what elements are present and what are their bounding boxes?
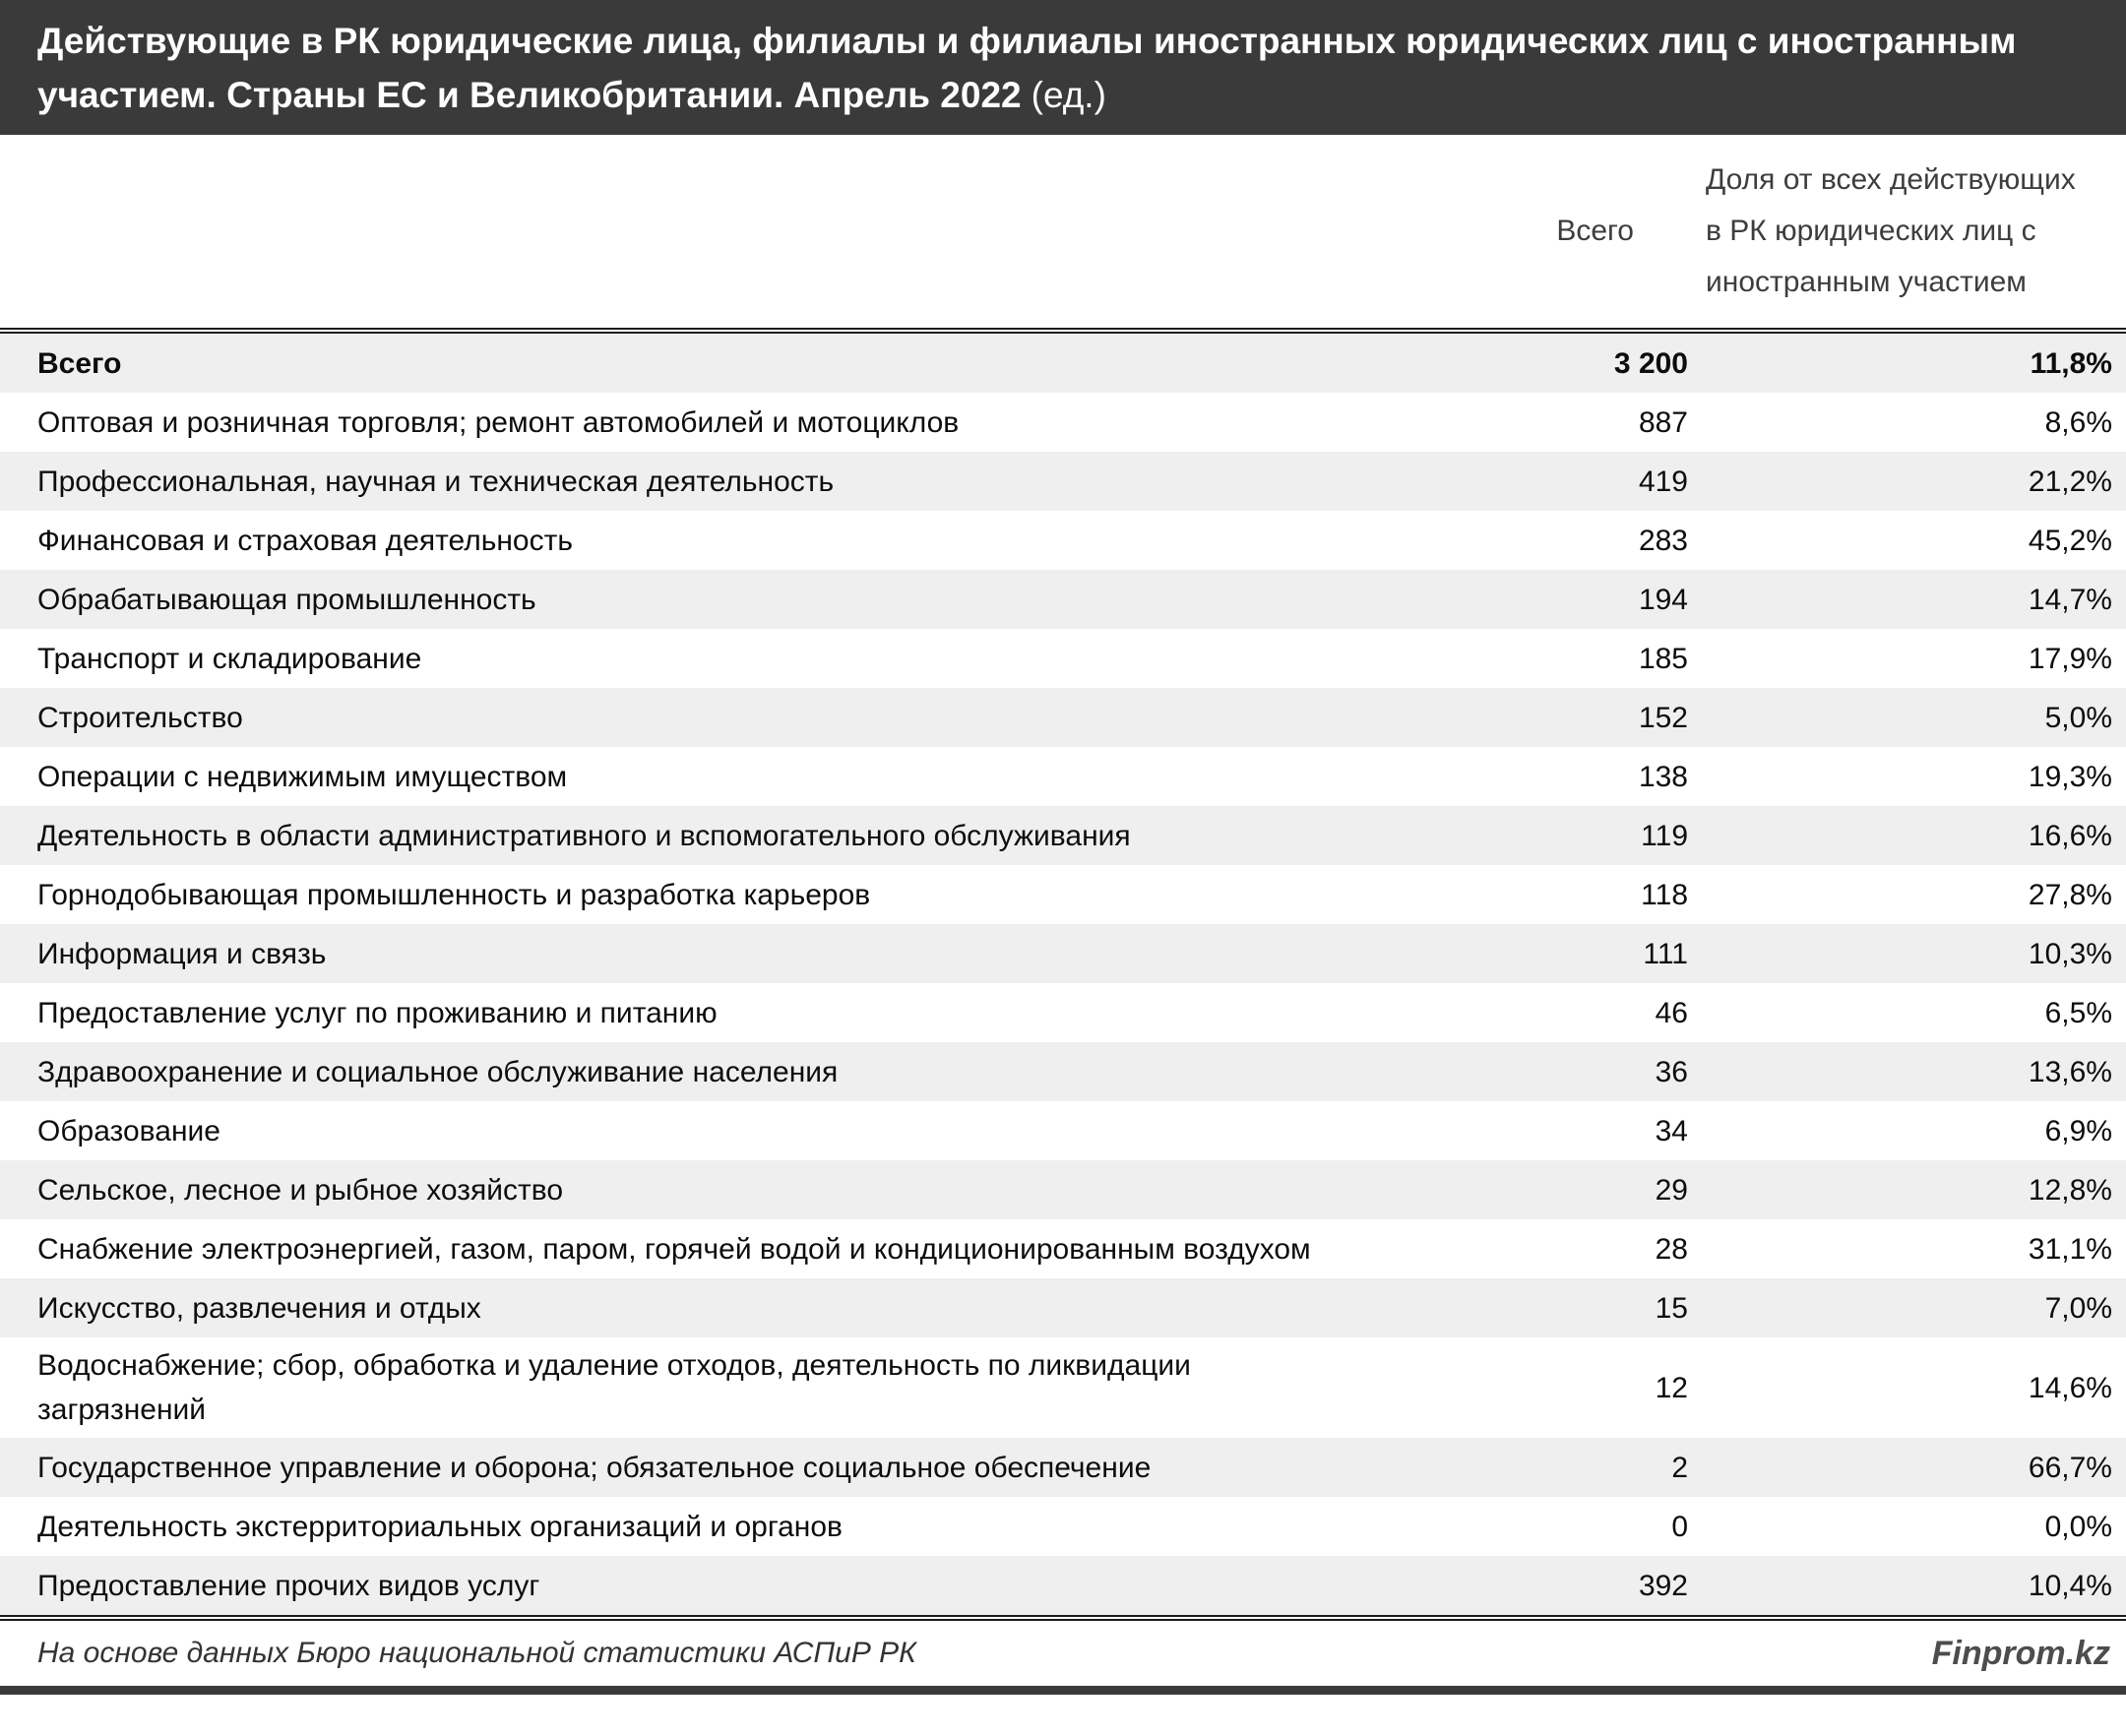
row-label: Финансовая и страховая деятельность (37, 524, 573, 557)
row-share-value: 10,4% (2028, 1569, 2112, 1602)
row-total-value: 2 (1671, 1451, 1688, 1484)
data-table (0, 328, 2126, 1621)
column-header-total: Всего (1556, 215, 1634, 247)
row-total-value: 419 (1638, 465, 1688, 498)
row-total-value: 0 (1671, 1510, 1688, 1543)
table-row (0, 865, 2126, 924)
row-share-value: 10,3% (2028, 937, 2112, 970)
table-column-headers (0, 135, 2126, 328)
row-label: Оптовая и розничная торговля; ремонт автомобилей и мотоциклов (37, 405, 960, 439)
page-title-main: Действующие в РК юридические лица, филиалы и филиалы иностранных юридических лиц с иностранным участием. Страны ЕС и Великобритании. Апрель 2022 (37, 21, 2017, 115)
table-row (0, 1042, 2126, 1101)
row-total-value: 887 (1638, 405, 1688, 439)
row-share-value: 6,9% (2044, 1114, 2112, 1147)
table-row (0, 1337, 2126, 1438)
table-row (0, 570, 2126, 629)
table-row (0, 511, 2126, 570)
row-label: Сельское, лесное и рыбное хозяйство (37, 1173, 564, 1207)
row-share-value: 45,2% (2028, 524, 2112, 557)
source-note: На основе данных Бюро национальной статистики АСПиР РК (37, 1637, 916, 1669)
row-total-value: 28 (1655, 1232, 1688, 1266)
row-share-value: 12,8% (2028, 1173, 2112, 1207)
row-total-value: 392 (1638, 1569, 1688, 1602)
row-share-value: 16,6% (2028, 819, 2112, 852)
table-row (0, 1101, 2126, 1160)
row-total-value: 34 (1655, 1114, 1688, 1147)
column-header-share-line2: в РК юридических лиц с (1706, 215, 2036, 247)
row-label: Здравоохранение и социальное обслуживание населения (37, 1055, 839, 1088)
row-total-value: 119 (1641, 819, 1688, 852)
row-share-value: 17,9% (2028, 642, 2112, 675)
row-share-value: 13,6% (2028, 1055, 2112, 1088)
row-share-value: 6,5% (2044, 996, 2112, 1029)
table-row (0, 924, 2126, 983)
row-label: Образование (37, 1114, 220, 1147)
table-row (0, 334, 2126, 393)
row-share-value: 14,7% (2028, 583, 2112, 616)
row-share-value: 0,0% (2044, 1510, 2112, 1543)
row-share-value: 21,2% (2028, 465, 2112, 498)
row-label: Строительство (37, 701, 243, 734)
row-total-value: 152 (1638, 701, 1688, 734)
page-title-unit: (ед.) (1031, 75, 1106, 115)
row-share-value: 5,0% (2044, 701, 2112, 734)
row-total-value: 36 (1655, 1055, 1688, 1088)
row-total-value: 46 (1655, 996, 1688, 1029)
brand-logo: Finprom.kz (1931, 1634, 2110, 1672)
row-label: Искусство, развлечения и отдых (37, 1291, 481, 1325)
row-share-value: 11,8% (2030, 346, 2112, 380)
row-label: Снабжение электроэнергией, газом, паром, горячей водой и кондиционированным воздухом (37, 1232, 1311, 1266)
footer (0, 1621, 2126, 1686)
column-header-share-line3: иностранным участием (1706, 266, 2027, 298)
page-title (0, 0, 2126, 135)
row-total-value: 12 (1655, 1371, 1688, 1404)
row-total-value: 29 (1655, 1173, 1688, 1207)
row-label: Деятельность в области административного и вспомогательного обслуживания (37, 819, 1131, 852)
row-total-value: 111 (1643, 937, 1688, 970)
row-label: Всего (37, 346, 122, 380)
table-row (0, 1219, 2126, 1278)
row-label: Информация и связь (37, 937, 327, 970)
table-row (0, 452, 2126, 511)
row-total-value: 283 (1638, 524, 1688, 557)
row-share-value: 7,0% (2044, 1291, 2112, 1325)
row-share-value: 8,6% (2044, 405, 2112, 439)
row-label: Обрабатывающая промышленность (37, 583, 536, 616)
row-label: Водоснабжение; сбор, обработка и удаление отходов, деятельность по ликвидации загрязнений (37, 1349, 1191, 1426)
bottom-bar (0, 1686, 2126, 1695)
row-label: Операции с недвижимым имуществом (37, 760, 568, 793)
row-share-value: 19,3% (2028, 760, 2112, 793)
row-label: Профессиональная, научная и техническая деятельность (37, 465, 835, 498)
row-total-value: 138 (1638, 760, 1688, 793)
row-label: Транспорт и складирование (37, 642, 422, 675)
table-row (0, 983, 2126, 1042)
table-row (0, 1497, 2126, 1556)
table-row (0, 1556, 2126, 1615)
row-label: Деятельность экстерриториальных организаций и органов (37, 1510, 843, 1543)
table-row (0, 1160, 2126, 1219)
row-share-value: 27,8% (2028, 878, 2112, 911)
row-total-value: 185 (1638, 642, 1688, 675)
table-row (0, 1438, 2126, 1497)
row-label: Предоставление прочих видов услуг (37, 1569, 540, 1602)
row-total-value: 15 (1655, 1291, 1688, 1325)
row-label: Государственное управление и оборона; обязательное социальное обеспечение (37, 1451, 1152, 1484)
table-row (0, 393, 2126, 452)
row-share-value: 31,1% (2028, 1232, 2112, 1266)
row-share-value: 66,7% (2028, 1451, 2112, 1484)
row-total-value: 118 (1641, 878, 1688, 911)
table-row (0, 1278, 2126, 1337)
table-row (0, 688, 2126, 747)
table-row (0, 747, 2126, 806)
table-row (0, 629, 2126, 688)
row-total-value: 194 (1638, 583, 1688, 616)
row-label: Предоставление услуг по проживанию и питанию (37, 996, 718, 1029)
row-label: Горнодобывающая промышленность и разработка карьеров (37, 878, 871, 911)
row-share-value: 14,6% (2028, 1371, 2112, 1404)
column-header-share-line1: Доля от всех действующих (1706, 163, 2076, 196)
table-row (0, 806, 2126, 865)
column-header-share (1706, 155, 2112, 308)
row-total-value: 3 200 (1613, 346, 1688, 380)
